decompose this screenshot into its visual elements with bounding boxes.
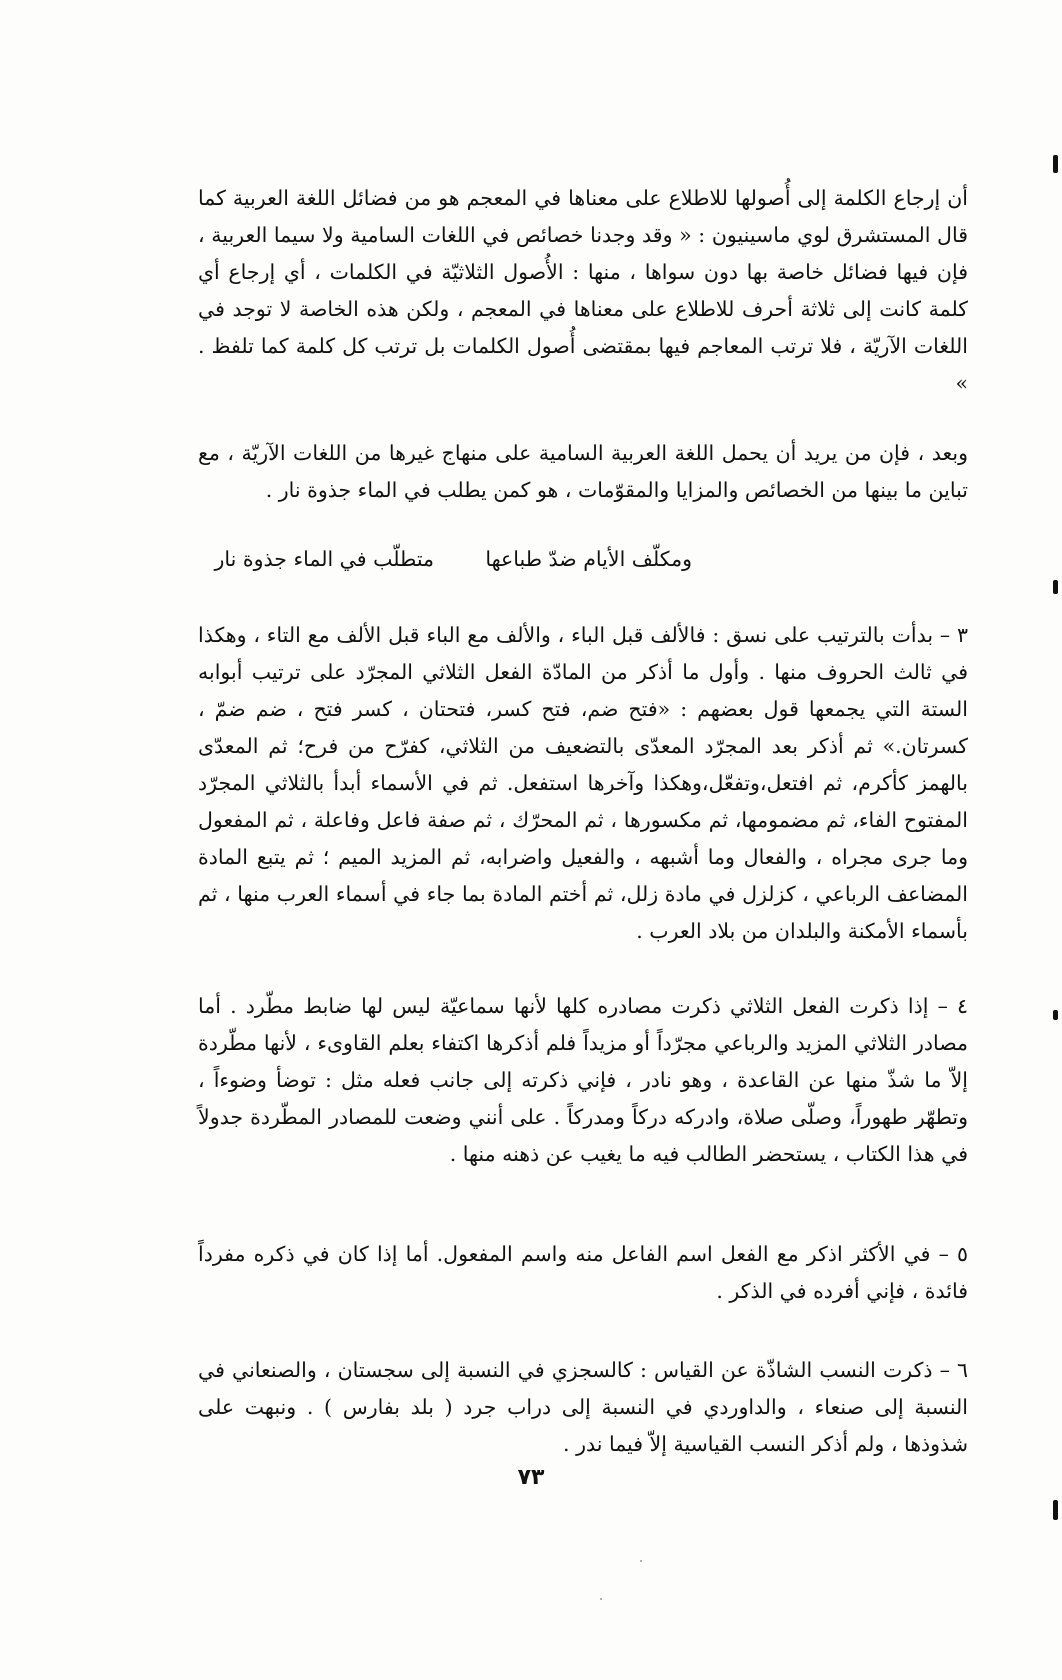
verse-second-hemistich: متطلّب في الماء جذوة نار — [214, 547, 434, 571]
scan-speck — [600, 1598, 602, 1600]
verse-first-hemistich: ومكلّف الأيام ضدّ طباعها — [485, 547, 692, 571]
scan-edge-mark — [1053, 155, 1058, 173]
scan-edge-mark — [1053, 1500, 1058, 1520]
paragraph-item-6-irregular-nisba: ٦ – ذكرت النسب الشاذّة عن القياس : كالسجزي في النسبة إلى سجستان ، والصنعاني في النسبة إلى صنعاء ، والداوردي في النسبة إلى دراب جرد ( بلد بفارس ) . ونبهت على شذوذها ، ولم أذكر النسب القياسية إلاّ فيما ندر . — [198, 1358, 968, 1456]
page-number: ٧٣ — [517, 1465, 545, 1490]
scan-edge-mark — [1053, 580, 1058, 594]
paragraph-item-3-ordering: ٣ – بدأت بالترتيب على نسق : فالألف قبل الباء ، والألف مع الباء قبل الألف مع التاء ، وهكذا في ثالث الحروف منها . وأول ما أذكر من المادّة الفعل الثلاثي المجرّد على ترتيب أبوابه الستة التي يجمعها قول بعضهم : «فتح ضم، فتح كسر، فتحتان ، كسر فتح ، ضم ضمّ ، كسرتان.» ثم أذكر بعد المجرّد المعدّى بالتضعيف من الثلاثي، كفرّح من فرح؛ ثم المعدّى بالهمز كأكرم، ثم افتعل،وتفعّل،وهكذا وآخرها استفعل. ثم في الأسماء أبدأ بالثلاثي المجرّد المفتوح الفاء، ثم مضمومها، ثم مكسورها ، ثم المحرّك ، ثم صفة فاعل وفاعلة ، ثم المفعول وما جرى مجراه ، والفعال وما أشبهه ، والفعيل واضرابه، ثم المزيد الميم ؛ ثم يتبع المادة المضاعف الرباعي ، كزلزل في مادة زلل، ثم أختم المادة بما جاء في أسماء العرب منها ، ثم بأسماء الأمكنة والبلدان من بلاد العرب . — [198, 623, 968, 943]
paragraph-aryan-languages: وبعد ، فإن من يريد أن يحمل اللغة العربية السامية على منهاج غيرها من اللغات الآريّة ، مع تباين ما بينها من الخصائص والمزايا والمقوّمات ، هو كمن يطلب في الماء جذوة نار . — [198, 441, 968, 502]
scan-speck — [640, 1560, 642, 1562]
scan-edge-mark — [1053, 1010, 1058, 1020]
paragraph-item-4-verbal-nouns: ٤ – إذا ذكرت الفعل الثلاثي ذكرت مصادره كلها لأنها سماعيّة ليس لها ضابط مطّرد . أما مصادر الثلاثي المزيد والرباعي مجرّداً أو مزيداً فلم أذكرها اكتفاء بعلم القاوىء ، لأنها مطّردة إلاّ ما شذّ منها عن القاعدة ، وهو نادر ، فإني ذكرته إلى جانب فعله مثل : توضأ وضوءاً ، وتطهّر طهوراً، وصلّى صلاة، وادركه دركاً ومدركاً . على أنني وضعت للمصادر المطّردة جدولاً في هذا الكتاب ، يستحضر الطالب فيه ما يغيب عن ذهنه منها . — [198, 994, 968, 1166]
paragraph-item-5-participles: ٥ – في الأكثر اذكر مع الفعل اسم الفاعل منه واسم المفعول. أما إذا كان في ذكره مفرداً فائدة ، فإني أفرده في الذكر . — [198, 1242, 968, 1303]
paragraph-massignon-quote: أن إرجاع الكلمة إلى أُصولها للاطلاع على معناها في المعجم هو من فضائل اللغة العربية كما قال المستشرق لوي ماسينيون : « وقد وجدنا خصائص في اللغات السامية ولا سيما العربية ، فإن فيها فضائل خاصة بها دون سواها ، منها : الأُصول الثلاثيّة في الكلمات ، أي إرجاع أي كلمة كانت إلى ثلاثة أحرف للاطلاع على معناها في المعجم ، ولكن هذه الخاصة لا توجد في اللغات الآريّة ، فلا ترتب المعاجم فيها بمقتضى أُصول الكلمات بل ترتب كل كلمة كما تلفظ . » — [198, 186, 968, 395]
